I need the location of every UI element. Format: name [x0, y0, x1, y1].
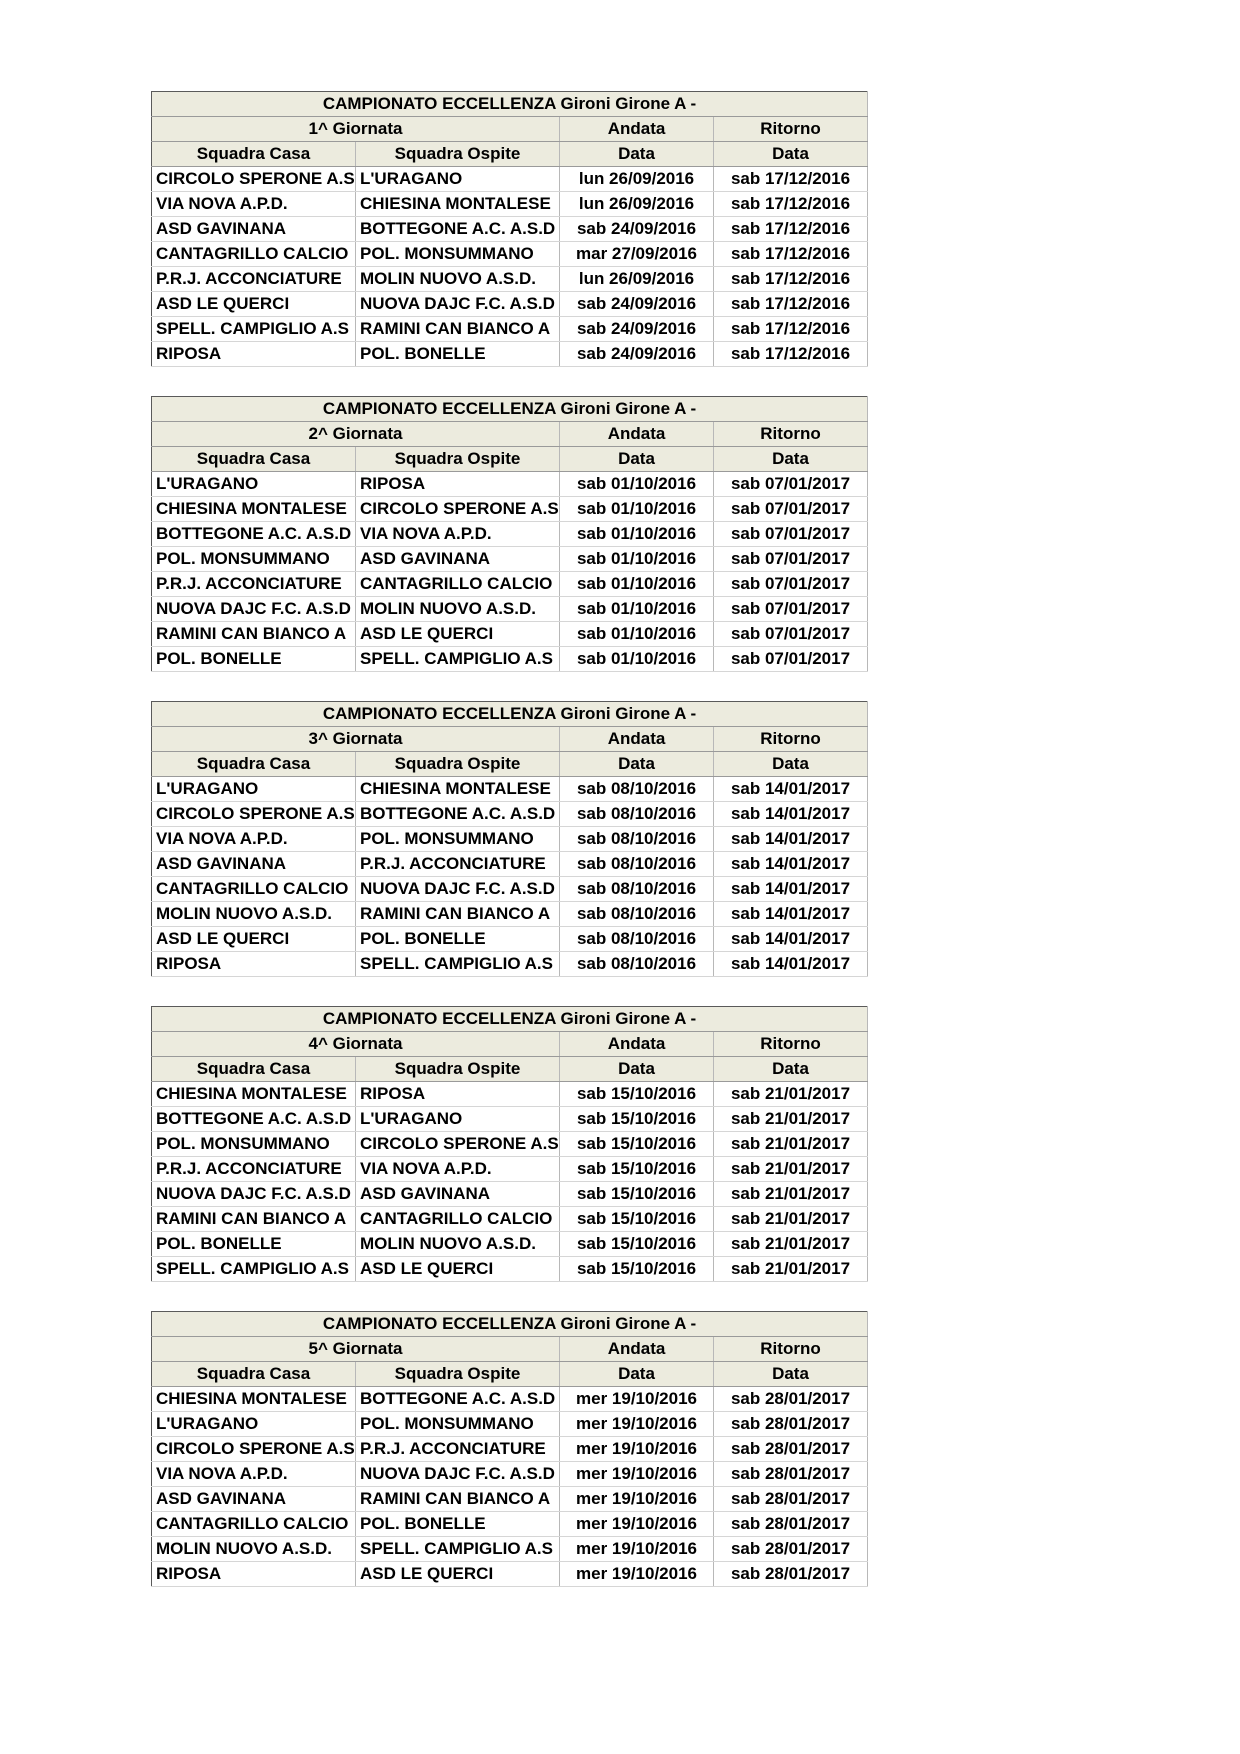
andata-header: Andata	[560, 727, 714, 752]
round-table	[151, 91, 868, 367]
away-team: CANTAGRILLO CALCIO	[356, 1207, 560, 1232]
andata-date-header: Data	[560, 752, 714, 777]
round-name: 3^ Giornata	[152, 727, 560, 752]
round-name: 4^ Giornata	[152, 1032, 560, 1057]
andata-date: sab 15/10/2016	[560, 1257, 714, 1282]
round-table	[151, 396, 868, 672]
away-team: SPELL. CAMPIGLIO A.S	[356, 952, 560, 977]
ritorno-date: sab 14/01/2017	[714, 827, 868, 852]
home-team: ASD GAVINANA	[152, 217, 356, 242]
andata-date: sab 24/09/2016	[560, 317, 714, 342]
home-team: P.R.J. ACCONCIATURE	[152, 572, 356, 597]
match-row	[152, 852, 868, 877]
match-row	[152, 597, 868, 622]
andata-date: sab 15/10/2016	[560, 1207, 714, 1232]
away-team-header: Squadra Ospite	[356, 1362, 560, 1387]
andata-date: mer 19/10/2016	[560, 1487, 714, 1512]
andata-date: sab 08/10/2016	[560, 952, 714, 977]
andata-date: sab 24/09/2016	[560, 217, 714, 242]
andata-date: sab 01/10/2016	[560, 647, 714, 672]
andata-date: sab 01/10/2016	[560, 622, 714, 647]
home-team-header: Squadra Casa	[152, 752, 356, 777]
away-team: NUOVA DAJC F.C. A.S.D	[356, 1462, 560, 1487]
andata-header: Andata	[560, 1337, 714, 1362]
match-row	[152, 1132, 868, 1157]
home-team: POL. MONSUMMANO	[152, 1132, 356, 1157]
match-row	[152, 777, 868, 802]
home-team: CANTAGRILLO CALCIO	[152, 1512, 356, 1537]
home-team: CANTAGRILLO CALCIO	[152, 877, 356, 902]
home-team: ASD GAVINANA	[152, 1487, 356, 1512]
away-team-header: Squadra Ospite	[356, 447, 560, 472]
andata-date: mar 27/09/2016	[560, 242, 714, 267]
home-team: CANTAGRILLO CALCIO	[152, 242, 356, 267]
away-team: BOTTEGONE A.C. A.S.D	[356, 802, 560, 827]
ritorno-header: Ritorno	[714, 1032, 868, 1057]
andata-date: mer 19/10/2016	[560, 1462, 714, 1487]
away-team: VIA NOVA A.P.D.	[356, 1157, 560, 1182]
home-team: RIPOSA	[152, 342, 356, 367]
away-team: ASD LE QUERCI	[356, 1257, 560, 1282]
ritorno-header: Ritorno	[714, 1337, 868, 1362]
andata-header: Andata	[560, 117, 714, 142]
ritorno-date: sab 21/01/2017	[714, 1107, 868, 1132]
match-row	[152, 1512, 868, 1537]
away-team: L'URAGANO	[356, 1107, 560, 1132]
ritorno-date: sab 28/01/2017	[714, 1562, 868, 1587]
round-name: 5^ Giornata	[152, 1337, 560, 1362]
match-row	[152, 827, 868, 852]
match-row	[152, 292, 868, 317]
ritorno-date: sab 14/01/2017	[714, 802, 868, 827]
match-row	[152, 952, 868, 977]
away-team: MOLIN NUOVO A.S.D.	[356, 597, 560, 622]
away-team: POL. BONELLE	[356, 342, 560, 367]
home-team: BOTTEGONE A.C. A.S.D	[152, 522, 356, 547]
home-team: L'URAGANO	[152, 472, 356, 497]
andata-date: mer 19/10/2016	[560, 1412, 714, 1437]
andata-date: mer 19/10/2016	[560, 1512, 714, 1537]
match-row	[152, 647, 868, 672]
away-team: L'URAGANO	[356, 167, 560, 192]
home-team: L'URAGANO	[152, 777, 356, 802]
andata-date: sab 15/10/2016	[560, 1157, 714, 1182]
away-team: SPELL. CAMPIGLIO A.S	[356, 647, 560, 672]
match-row	[152, 342, 868, 367]
match-row	[152, 522, 868, 547]
ritorno-header: Ritorno	[714, 727, 868, 752]
andata-date: sab 15/10/2016	[560, 1107, 714, 1132]
ritorno-date: sab 17/12/2016	[714, 317, 868, 342]
schedule-document	[151, 91, 867, 1616]
ritorno-date: sab 17/12/2016	[714, 267, 868, 292]
ritorno-date: sab 21/01/2017	[714, 1132, 868, 1157]
home-team: POL. BONELLE	[152, 1232, 356, 1257]
away-team: POL. BONELLE	[356, 927, 560, 952]
andata-date: sab 08/10/2016	[560, 902, 714, 927]
home-team: ASD GAVINANA	[152, 852, 356, 877]
ritorno-date: sab 14/01/2017	[714, 877, 868, 902]
match-row	[152, 1412, 868, 1437]
home-team: MOLIN NUOVO A.S.D.	[152, 902, 356, 927]
home-team-header: Squadra Casa	[152, 1057, 356, 1082]
match-row	[152, 497, 868, 522]
andata-date: mer 19/10/2016	[560, 1562, 714, 1587]
away-team: NUOVA DAJC F.C. A.S.D	[356, 877, 560, 902]
ritorno-date: sab 28/01/2017	[714, 1512, 868, 1537]
ritorno-date-header: Data	[714, 447, 868, 472]
match-row	[152, 1462, 868, 1487]
away-team: MOLIN NUOVO A.S.D.	[356, 267, 560, 292]
ritorno-date: sab 07/01/2017	[714, 522, 868, 547]
ritorno-date: sab 28/01/2017	[714, 1462, 868, 1487]
away-team: POL. MONSUMMANO	[356, 1412, 560, 1437]
ritorno-date: sab 17/12/2016	[714, 342, 868, 367]
andata-date: lun 26/09/2016	[560, 167, 714, 192]
home-team: VIA NOVA A.P.D.	[152, 827, 356, 852]
ritorno-date: sab 28/01/2017	[714, 1537, 868, 1562]
andata-date: sab 24/09/2016	[560, 342, 714, 367]
away-team: CIRCOLO SPERONE A.S	[356, 497, 560, 522]
ritorno-date: sab 07/01/2017	[714, 622, 868, 647]
away-team: RAMINI CAN BIANCO A	[356, 902, 560, 927]
ritorno-date: sab 07/01/2017	[714, 572, 868, 597]
ritorno-date: sab 07/01/2017	[714, 472, 868, 497]
ritorno-date: sab 17/12/2016	[714, 217, 868, 242]
match-row	[152, 802, 868, 827]
match-row	[152, 267, 868, 292]
home-team: POL. BONELLE	[152, 647, 356, 672]
home-team: CIRCOLO SPERONE A.S	[152, 167, 356, 192]
home-team: POL. MONSUMMANO	[152, 547, 356, 572]
ritorno-date: sab 14/01/2017	[714, 927, 868, 952]
home-team: CIRCOLO SPERONE A.S	[152, 1437, 356, 1462]
ritorno-date: sab 07/01/2017	[714, 647, 868, 672]
away-team: P.R.J. ACCONCIATURE	[356, 852, 560, 877]
andata-date: sab 08/10/2016	[560, 777, 714, 802]
match-row	[152, 927, 868, 952]
ritorno-date: sab 14/01/2017	[714, 902, 868, 927]
away-team: CHIESINA MONTALESE	[356, 192, 560, 217]
andata-date-header: Data	[560, 1362, 714, 1387]
away-team: CANTAGRILLO CALCIO	[356, 572, 560, 597]
home-team: CHIESINA MONTALESE	[152, 1082, 356, 1107]
andata-date: sab 01/10/2016	[560, 522, 714, 547]
andata-date: mer 19/10/2016	[560, 1437, 714, 1462]
andata-date: lun 26/09/2016	[560, 192, 714, 217]
match-row	[152, 902, 868, 927]
match-row	[152, 1537, 868, 1562]
home-team: VIA NOVA A.P.D.	[152, 1462, 356, 1487]
andata-date: mer 19/10/2016	[560, 1537, 714, 1562]
home-team: ASD LE QUERCI	[152, 927, 356, 952]
ritorno-date: sab 14/01/2017	[714, 777, 868, 802]
home-team: VIA NOVA A.P.D.	[152, 192, 356, 217]
home-team: RAMINI CAN BIANCO A	[152, 1207, 356, 1232]
match-row	[152, 1487, 868, 1512]
away-team-header: Squadra Ospite	[356, 752, 560, 777]
match-row	[152, 1107, 868, 1132]
home-team-header: Squadra Casa	[152, 447, 356, 472]
away-team: RAMINI CAN BIANCO A	[356, 317, 560, 342]
ritorno-date-header: Data	[714, 1362, 868, 1387]
home-team: BOTTEGONE A.C. A.S.D	[152, 1107, 356, 1132]
match-row	[152, 1157, 868, 1182]
home-team: NUOVA DAJC F.C. A.S.D	[152, 597, 356, 622]
championship-title: CAMPIONATO ECCELLENZA Gironi Girone A -	[152, 1312, 868, 1337]
match-row	[152, 317, 868, 342]
andata-date-header: Data	[560, 1057, 714, 1082]
andata-date: sab 01/10/2016	[560, 547, 714, 572]
championship-title: CAMPIONATO ECCELLENZA Gironi Girone A -	[152, 92, 868, 117]
ritorno-date: sab 14/01/2017	[714, 852, 868, 877]
ritorno-date-header: Data	[714, 1057, 868, 1082]
andata-date: sab 15/10/2016	[560, 1132, 714, 1157]
away-team: RAMINI CAN BIANCO A	[356, 1487, 560, 1512]
match-row	[152, 547, 868, 572]
ritorno-date: sab 21/01/2017	[714, 1232, 868, 1257]
away-team-header: Squadra Ospite	[356, 1057, 560, 1082]
match-row	[152, 242, 868, 267]
home-team-header: Squadra Casa	[152, 142, 356, 167]
andata-date: sab 24/09/2016	[560, 292, 714, 317]
ritorno-date: sab 28/01/2017	[714, 1412, 868, 1437]
match-row	[152, 1082, 868, 1107]
andata-date: sab 15/10/2016	[560, 1082, 714, 1107]
home-team: CIRCOLO SPERONE A.S	[152, 802, 356, 827]
andata-date: sab 08/10/2016	[560, 877, 714, 902]
away-team: POL. BONELLE	[356, 1512, 560, 1537]
ritorno-date: sab 07/01/2017	[714, 547, 868, 572]
ritorno-date: sab 28/01/2017	[714, 1387, 868, 1412]
andata-date: sab 01/10/2016	[560, 572, 714, 597]
andata-date: sab 01/10/2016	[560, 497, 714, 522]
andata-date: sab 01/10/2016	[560, 597, 714, 622]
ritorno-date: sab 07/01/2017	[714, 597, 868, 622]
ritorno-date: sab 21/01/2017	[714, 1182, 868, 1207]
andata-date: sab 08/10/2016	[560, 852, 714, 877]
andata-header: Andata	[560, 422, 714, 447]
match-row	[152, 1387, 868, 1412]
match-row	[152, 217, 868, 242]
andata-date: sab 01/10/2016	[560, 472, 714, 497]
away-team: BOTTEGONE A.C. A.S.D	[356, 1387, 560, 1412]
match-row	[152, 167, 868, 192]
away-team: ASD LE QUERCI	[356, 622, 560, 647]
round-table	[151, 701, 868, 977]
ritorno-date: sab 14/01/2017	[714, 952, 868, 977]
match-row	[152, 1232, 868, 1257]
ritorno-header: Ritorno	[714, 422, 868, 447]
home-team: P.R.J. ACCONCIATURE	[152, 1157, 356, 1182]
home-team: RIPOSA	[152, 1562, 356, 1587]
away-team: ASD GAVINANA	[356, 547, 560, 572]
andata-date: sab 08/10/2016	[560, 802, 714, 827]
andata-date: sab 08/10/2016	[560, 827, 714, 852]
ritorno-date: sab 21/01/2017	[714, 1157, 868, 1182]
ritorno-date-header: Data	[714, 752, 868, 777]
match-row	[152, 1257, 868, 1282]
match-row	[152, 192, 868, 217]
andata-header: Andata	[560, 1032, 714, 1057]
match-row	[152, 877, 868, 902]
away-team-header: Squadra Ospite	[356, 142, 560, 167]
home-team: L'URAGANO	[152, 1412, 356, 1437]
away-team: ASD GAVINANA	[356, 1182, 560, 1207]
match-row	[152, 1207, 868, 1232]
ritorno-date: sab 17/12/2016	[714, 167, 868, 192]
round-name: 1^ Giornata	[152, 117, 560, 142]
ritorno-header: Ritorno	[714, 117, 868, 142]
ritorno-date: sab 17/12/2016	[714, 292, 868, 317]
away-team: MOLIN NUOVO A.S.D.	[356, 1232, 560, 1257]
away-team: BOTTEGONE A.C. A.S.D	[356, 217, 560, 242]
ritorno-date: sab 17/12/2016	[714, 192, 868, 217]
match-row	[152, 1562, 868, 1587]
championship-title: CAMPIONATO ECCELLENZA Gironi Girone A -	[152, 702, 868, 727]
away-team: NUOVA DAJC F.C. A.S.D	[356, 292, 560, 317]
andata-date: sab 08/10/2016	[560, 927, 714, 952]
ritorno-date: sab 07/01/2017	[714, 497, 868, 522]
andata-date: lun 26/09/2016	[560, 267, 714, 292]
match-row	[152, 622, 868, 647]
round-name: 2^ Giornata	[152, 422, 560, 447]
ritorno-date: sab 17/12/2016	[714, 242, 868, 267]
home-team: NUOVA DAJC F.C. A.S.D	[152, 1182, 356, 1207]
away-team: P.R.J. ACCONCIATURE	[356, 1437, 560, 1462]
home-team: RAMINI CAN BIANCO A	[152, 622, 356, 647]
away-team: SPELL. CAMPIGLIO A.S	[356, 1537, 560, 1562]
away-team: CHIESINA MONTALESE	[356, 777, 560, 802]
round-table	[151, 1006, 868, 1282]
away-team: RIPOSA	[356, 472, 560, 497]
match-row	[152, 572, 868, 597]
home-team: SPELL. CAMPIGLIO A.S	[152, 317, 356, 342]
ritorno-date: sab 28/01/2017	[714, 1437, 868, 1462]
ritorno-date: sab 21/01/2017	[714, 1082, 868, 1107]
home-team-header: Squadra Casa	[152, 1362, 356, 1387]
away-team: VIA NOVA A.P.D.	[356, 522, 560, 547]
match-row	[152, 472, 868, 497]
match-row	[152, 1182, 868, 1207]
home-team: SPELL. CAMPIGLIO A.S	[152, 1257, 356, 1282]
andata-date: sab 15/10/2016	[560, 1182, 714, 1207]
home-team: P.R.J. ACCONCIATURE	[152, 267, 356, 292]
ritorno-date-header: Data	[714, 142, 868, 167]
away-team: POL. MONSUMMANO	[356, 242, 560, 267]
ritorno-date: sab 21/01/2017	[714, 1257, 868, 1282]
andata-date: sab 15/10/2016	[560, 1232, 714, 1257]
home-team: RIPOSA	[152, 952, 356, 977]
round-table	[151, 1311, 868, 1587]
home-team: CHIESINA MONTALESE	[152, 1387, 356, 1412]
championship-title: CAMPIONATO ECCELLENZA Gironi Girone A -	[152, 397, 868, 422]
ritorno-date: sab 28/01/2017	[714, 1487, 868, 1512]
match-row	[152, 1437, 868, 1462]
home-team: ASD LE QUERCI	[152, 292, 356, 317]
away-team: ASD LE QUERCI	[356, 1562, 560, 1587]
andata-date: mer 19/10/2016	[560, 1387, 714, 1412]
andata-date-header: Data	[560, 142, 714, 167]
championship-title: CAMPIONATO ECCELLENZA Gironi Girone A -	[152, 1007, 868, 1032]
ritorno-date: sab 21/01/2017	[714, 1207, 868, 1232]
away-team: CIRCOLO SPERONE A.S	[356, 1132, 560, 1157]
home-team: MOLIN NUOVO A.S.D.	[152, 1537, 356, 1562]
andata-date-header: Data	[560, 447, 714, 472]
home-team: CHIESINA MONTALESE	[152, 497, 356, 522]
away-team: POL. MONSUMMANO	[356, 827, 560, 852]
away-team: RIPOSA	[356, 1082, 560, 1107]
